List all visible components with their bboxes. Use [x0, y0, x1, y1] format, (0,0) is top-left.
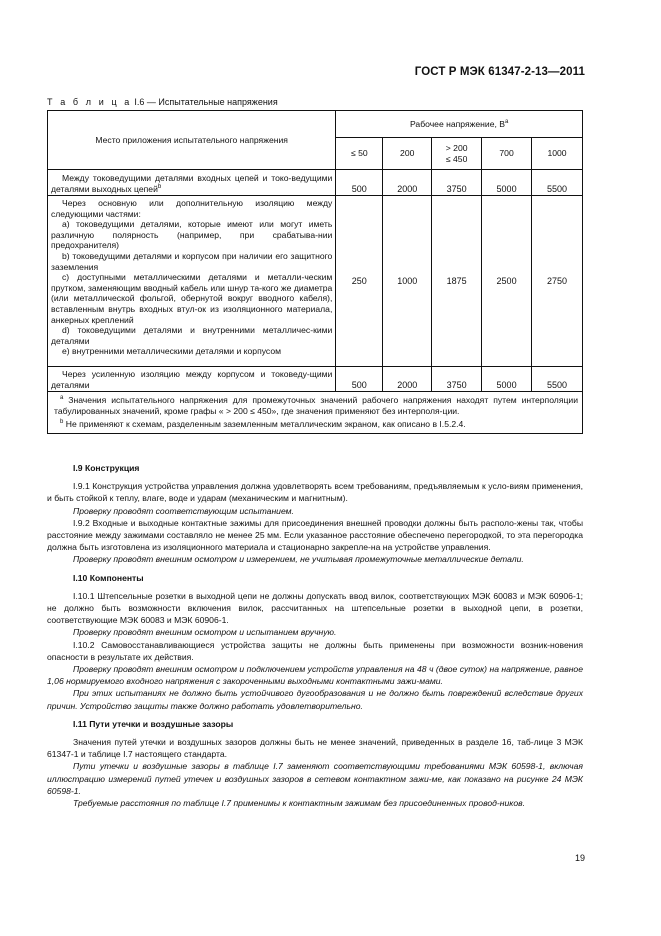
table-caption-text: I.6 — Испытательные напряжения [134, 97, 278, 107]
table-cell: 3750 [432, 367, 482, 392]
paragraph: Значения путей утечки и воздушных зазоров должны быть не менее значений, приведенных в разделе 16, таб-лице 3 МЭК 61347-1 и таблице I.7 настоящего стандарта. [47, 737, 583, 760]
table-cell: 2000 [383, 367, 432, 392]
table-note-b: $^b$ Не применяют к схемам, разделенным заземленным металлическим экраном, как описано в I.5.2.4. [60, 419, 466, 430]
table-row-label: Между токоведущими деталями входных цепей и токо-ведущими деталями выходных цепей$^b$ [48, 170, 336, 196]
table-cell: 5000 [482, 367, 532, 392]
voltage-col-header: 1000 [532, 138, 583, 170]
voltage-col-header: > 200 ≤ 450 [432, 138, 482, 170]
table-note-a: $^a$ Значения испытательного напряжения для промежуточных значений рабочего напряжения находят путем интерполяции табулированных значений, кроме графы « > 200 ≤ 450», где значения применяют без интерполя-ции. [54, 395, 578, 416]
document-body [47, 456, 583, 809]
table-cell: 2750 [532, 196, 583, 367]
voltage-col-header: ≤ 50 [336, 138, 383, 170]
paragraph: Требуемые расстояния по таблице I.7 применимы к контактным зажимам без присоединенных провод-ников. [73, 798, 525, 809]
voltage-col-header: 200 [383, 138, 432, 170]
paragraph: Проверку проводят соответствующим испытанием. [73, 505, 294, 516]
table-cell: 500 [336, 367, 383, 392]
paragraph: Проверку проводят внешним осмотром и испытанием вручную. [73, 627, 337, 638]
voltage-col-header: 700 [482, 138, 532, 170]
section-heading-i9: I.9 Конструкция [73, 463, 140, 473]
table-cell: 1000 [383, 196, 432, 367]
paragraph: I.10.1 Штепсельные розетки в выходной цепи не должны допускать ввод вилок, соответствующих МЭК 60083 и МЭК 60906-1; не должно быть возможности включения вилок, рассчитанных на штепсельные розетки в выходной цепи, в розетки, соответствующие МЭК 60083 и МЭК 60906-1. [47, 590, 583, 626]
table-notes [48, 392, 583, 434]
paragraph: I.9.1 Конструкция устройства управления должна удовлетворять всем требованиям, предъявляемым к усло-виям применения, и быть стойкой к теплу, влаге, воде и ударам (механическим и магнитным). [47, 481, 583, 504]
paragraph: I.9.2 Входные и выходные контактные зажимы для присоединения внешней проводки должны быть располо-жены так, чтобы расстояние между зажимами составляло не менее 25 мм. Если указанное расстояние обеспечено перегородкой, то эта перегородка должна быть изготовлена из изоляционного материала и стационарно закрепле-на на устройстве управления. [47, 517, 583, 553]
table-cell: 2500 [482, 196, 532, 367]
paragraph: Проверку проводят внешним осмотром и подключением устройств управления на 48 ч (двое суток) на напряжение, равное 1,06 нормируемого входного напряжения с закороченными выходными контактными зажи-мами. [47, 664, 583, 687]
paragraph: При этих испытаниях не должно быть устойчивого дугообразования и не должно быть повреждений вследствие других причин. Устройство защиты также должно работать удовлетворительно. [47, 688, 583, 711]
page-number: 19 [574, 853, 585, 863]
paragraph: I.10.2 Самовосстанавливающиеся устройства защиты не должны быть применены при возможности возник-новения опасности в результате их действия. [47, 639, 583, 662]
test-voltage-table [47, 110, 583, 434]
header-working-voltage: Рабочее напряжение, $В^a$ [336, 111, 583, 138]
table-cell: 5500 [532, 170, 583, 196]
table-caption-prefix: Т а б л и ц а [47, 97, 132, 107]
table-cell: 1875 [432, 196, 482, 367]
standard-header: ГОСТ Р МЭК 61347-2-13—2011 [414, 66, 585, 78]
table-cell: 3750 [432, 170, 482, 196]
header-place: Место приложения испытательного напряжения [48, 111, 336, 170]
table-cell: 5500 [532, 367, 583, 392]
table-row-label: Через усиленную изоляцию между корпусом и токоведу-щими деталями [48, 367, 336, 392]
paragraph: Проверку проводят внешним осмотром и измерением, не учитывая промежуточные металлические детали. [73, 554, 524, 565]
table-caption [47, 97, 278, 107]
section-heading-i11: I.11 Пути утечки и воздушные зазоры [73, 718, 234, 729]
paragraph: Пути утечки и воздушные зазоры в таблице I.7 заменяют соответствующими требованиями МЭК 60598-1, включая иллюстрацию измерений путей утечек и воздушных зазоров в сетевом контактном зажи-ме, как показано на рисунке 24 МЭК 60598-1. [47, 761, 583, 796]
section-heading-i10: I.10 Компоненты [73, 572, 144, 583]
table-row-label: Через основную или дополнительную изоляцию между следующими частями: a) токоведущими деталями, которые имеют или могут иметь различную полярность (например, при срабатыва-нии предохранителя) b) токоведущими деталями и корпусом при наличии его защитного заземления c) доступными металлическими деталями и металли-ческим прутком, заменяющим вводный кабель или шнур та-кого же диаметра (или металлической фольгой, обернутой вокруг вводного кабеля), вставленным внутрь входных втул-ок из изоляционного материала, анкерных креплений d) токоведущими деталями и внутренними металличес-кими деталями e) внутренними металлическими деталями и корпусом [48, 196, 336, 367]
table-cell: 2000 [383, 170, 432, 196]
table-cell: 5000 [482, 170, 532, 196]
table-cell: 500 [336, 170, 383, 196]
table-cell: 250 [336, 196, 383, 367]
